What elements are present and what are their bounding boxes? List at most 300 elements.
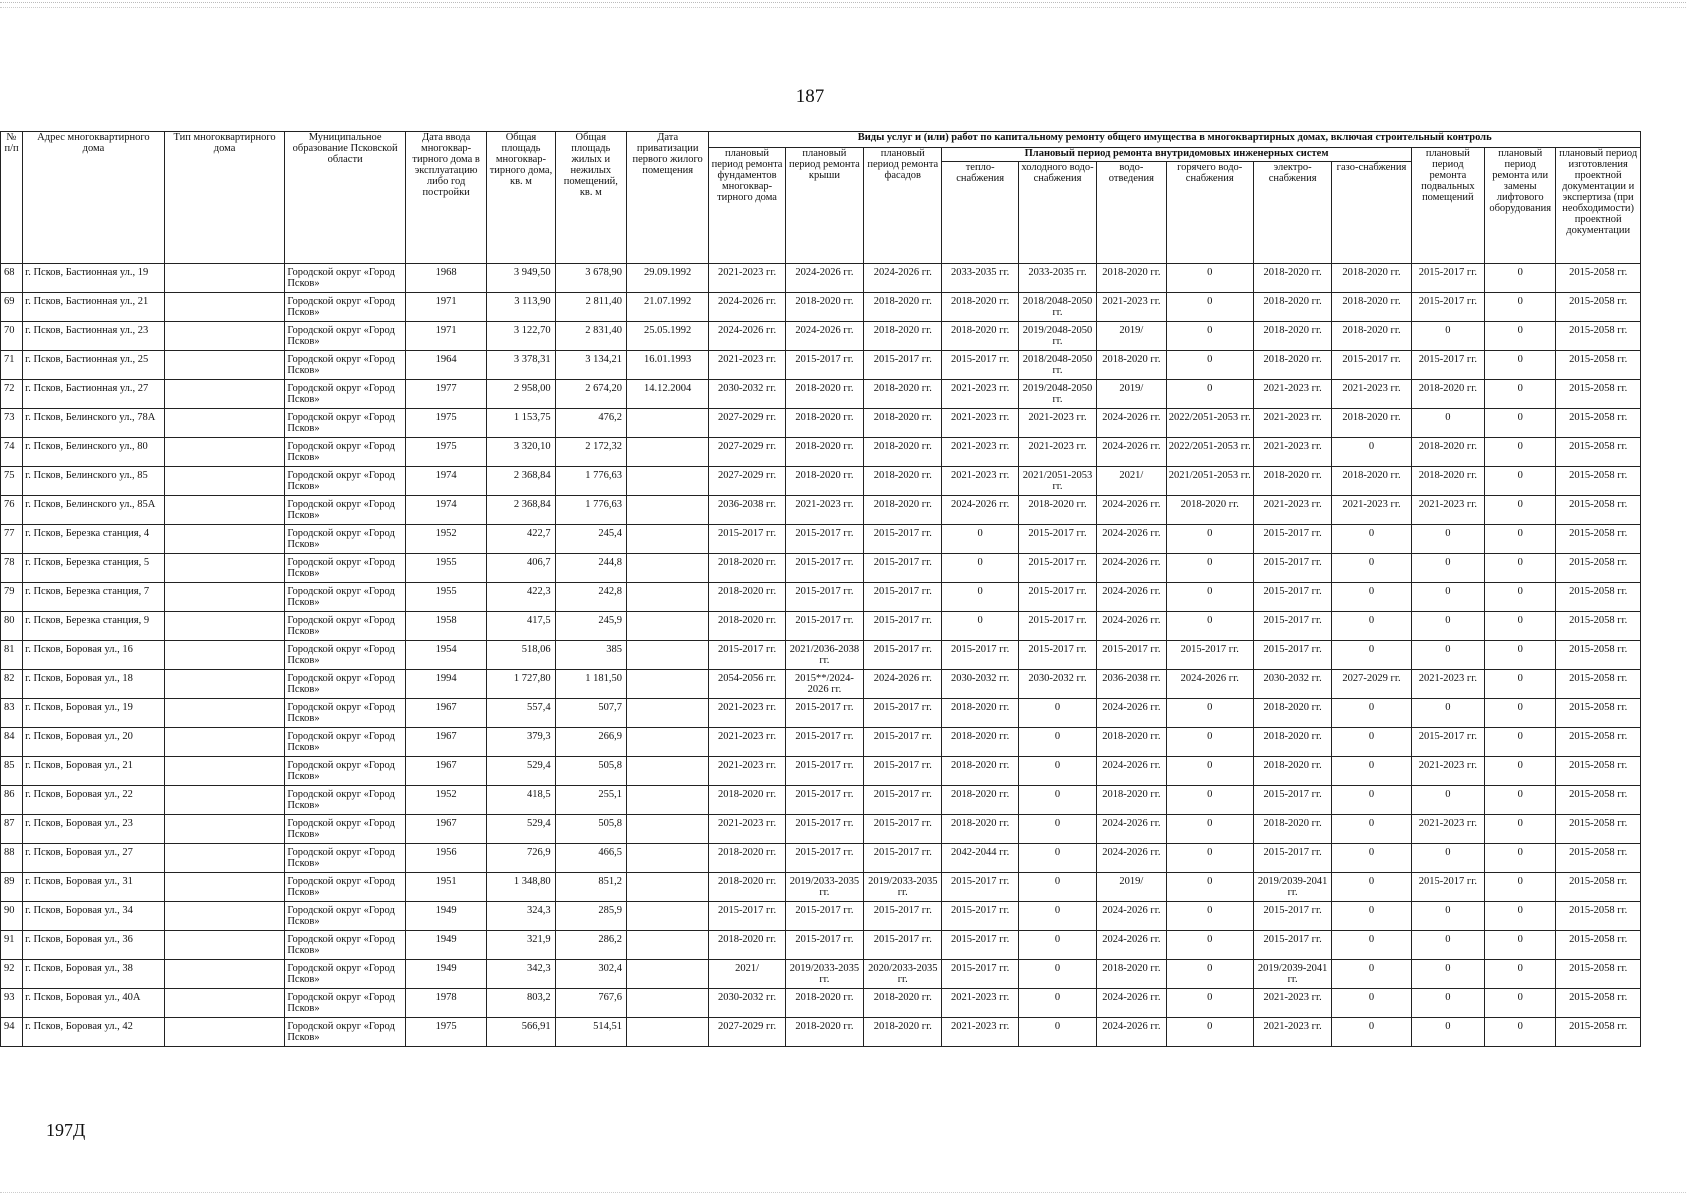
header-living-area: Общая площадь жилых и нежилых помещений, кв. м — [555, 132, 626, 264]
cell-address: г. Псков, Березка станция, 4 — [23, 525, 165, 554]
cell-docs: 2015-2058 гг. — [1556, 496, 1641, 525]
cell-drainage: 2024-2026 гг. — [1097, 931, 1166, 960]
table-row — [1, 757, 1641, 786]
header-privatization-date: Дата приватизации первого жилого помещения — [626, 132, 708, 264]
table-body — [1, 264, 1641, 1047]
cell-no: 88 — [1, 844, 23, 873]
cell-electric: 2015-2017 гг. — [1253, 554, 1331, 583]
cell-address: г. Псков, Белинского ул., 80 — [23, 438, 165, 467]
cell-year: 1967 — [405, 815, 486, 844]
cell-elevator: 0 — [1485, 409, 1556, 438]
cell-hot-water: 0 — [1166, 351, 1253, 380]
cell-cold-water: 2018-2020 гг. — [1018, 496, 1096, 525]
cell-privatization: 25.05.1992 — [626, 322, 708, 351]
cell-living-area: 385 — [555, 641, 626, 670]
cell-total-area: 726,9 — [487, 844, 555, 873]
cell-electric: 2018-2020 гг. — [1253, 699, 1331, 728]
cell-type — [164, 467, 285, 496]
footer-code: 197Д — [46, 1120, 86, 1140]
cell-facade: 2015-2017 гг. — [864, 583, 942, 612]
header-heat: тепло-снабжения — [942, 162, 1018, 264]
cell-roof: 2015-2017 гг. — [785, 554, 863, 583]
cell-basement: 0 — [1411, 902, 1484, 931]
cell-hot-water: 0 — [1166, 699, 1253, 728]
cell-electric: 2015-2017 гг. — [1253, 612, 1331, 641]
cell-elevator: 0 — [1485, 554, 1556, 583]
cell-hot-water: 0 — [1166, 264, 1253, 293]
cell-roof: 2015-2017 гг. — [785, 757, 863, 786]
table-row — [1, 525, 1641, 554]
cell-no: 74 — [1, 438, 23, 467]
cell-heat: 2015-2017 гг. — [942, 960, 1018, 989]
cell-privatization: 29.09.1992 — [626, 264, 708, 293]
cell-cold-water: 2021/2051-2053 гг. — [1018, 467, 1096, 496]
cell-address: г. Псков, Белинского ул., 85 — [23, 467, 165, 496]
cell-roof: 2021/2036-2038 гг. — [785, 641, 863, 670]
header-type: Тип многоквартирного дома — [164, 132, 285, 264]
header-works-group: Виды услуг и (или) работ по капитальному ремонту общего имущества в многоквартирных домах, включая строительный контроль — [709, 132, 1641, 148]
cell-electric: 2018-2020 гг. — [1253, 264, 1331, 293]
cell-no: 79 — [1, 583, 23, 612]
cell-electric: 2019/2039-2041 гг. — [1253, 960, 1331, 989]
header-commission-year: Дата ввода многоквар-тирного дома в эксплуатацию либо год постройки — [405, 132, 486, 264]
cell-year: 1952 — [405, 525, 486, 554]
cell-heat: 0 — [942, 612, 1018, 641]
cell-living-area: 1 181,50 — [555, 670, 626, 699]
cell-hot-water: 0 — [1166, 786, 1253, 815]
cell-roof: 2018-2020 гг. — [785, 380, 863, 409]
cell-cold-water: 2015-2017 гг. — [1018, 612, 1096, 641]
cell-cold-water: 0 — [1018, 844, 1096, 873]
cell-municipality: Городской округ «Город Псков» — [285, 815, 406, 844]
cell-type — [164, 989, 285, 1018]
table-row — [1, 931, 1641, 960]
cell-hot-water: 0 — [1166, 293, 1253, 322]
cell-drainage: 2024-2026 гг. — [1097, 757, 1166, 786]
cell-elevator: 0 — [1485, 960, 1556, 989]
cell-gas: 0 — [1332, 844, 1411, 873]
cell-drainage: 2018-2020 гг. — [1097, 960, 1166, 989]
cell-gas: 0 — [1332, 989, 1411, 1018]
cell-privatization — [626, 989, 708, 1018]
cell-total-area: 1 153,75 — [487, 409, 555, 438]
cell-municipality: Городской округ «Город Псков» — [285, 525, 406, 554]
header-cold-water: холодного водо-снабжения — [1018, 162, 1096, 264]
cell-type — [164, 612, 285, 641]
cell-heat: 2015-2017 гг. — [942, 931, 1018, 960]
cell-municipality: Городской округ «Город Псков» — [285, 699, 406, 728]
cell-drainage: 2018-2020 гг. — [1097, 786, 1166, 815]
cell-electric: 2015-2017 гг. — [1253, 525, 1331, 554]
cell-no: 77 — [1, 525, 23, 554]
cell-facade: 2020/2033-2035 гг. — [864, 960, 942, 989]
cell-facade: 2018-2020 гг. — [864, 409, 942, 438]
cell-no: 76 — [1, 496, 23, 525]
cell-total-area: 3 378,31 — [487, 351, 555, 380]
cell-elevator: 0 — [1485, 467, 1556, 496]
cell-municipality: Городской округ «Город Псков» — [285, 409, 406, 438]
cell-address: г. Псков, Бастионная ул., 27 — [23, 380, 165, 409]
cell-elevator: 0 — [1485, 670, 1556, 699]
cell-facade: 2018-2020 гг. — [864, 380, 942, 409]
cell-heat: 2021-2023 гг. — [942, 467, 1018, 496]
cell-no: 78 — [1, 554, 23, 583]
cell-total-area: 3 122,70 — [487, 322, 555, 351]
cell-year: 1971 — [405, 322, 486, 351]
cell-year: 1977 — [405, 380, 486, 409]
cell-no: 68 — [1, 264, 23, 293]
cell-roof: 2018-2020 гг. — [785, 467, 863, 496]
cell-privatization — [626, 728, 708, 757]
cell-year: 1974 — [405, 496, 486, 525]
cell-elevator: 0 — [1485, 583, 1556, 612]
cell-municipality: Городской округ «Город Псков» — [285, 960, 406, 989]
cell-roof: 2019/2033-2035 гг. — [785, 873, 863, 902]
cell-drainage: 2018-2020 гг. — [1097, 351, 1166, 380]
cell-basement: 0 — [1411, 583, 1484, 612]
cell-living-area: 2 172,32 — [555, 438, 626, 467]
cell-type — [164, 554, 285, 583]
cell-heat: 2021-2023 гг. — [942, 438, 1018, 467]
header-row-1 — [1, 132, 1641, 148]
cell-type — [164, 583, 285, 612]
cell-municipality: Городской округ «Город Псков» — [285, 844, 406, 873]
cell-year: 1949 — [405, 931, 486, 960]
cell-foundation: 2015-2017 гг. — [709, 525, 785, 554]
table-row — [1, 380, 1641, 409]
table-row — [1, 786, 1641, 815]
cell-foundation: 2027-2029 гг. — [709, 1018, 785, 1047]
cell-electric: 2015-2017 гг. — [1253, 786, 1331, 815]
scan-top-edge — [0, 2, 1686, 8]
cell-no: 90 — [1, 902, 23, 931]
cell-facade: 2015-2017 гг. — [864, 351, 942, 380]
cell-cold-water: 2015-2017 гг. — [1018, 641, 1096, 670]
capital-repair-table — [0, 131, 1641, 1047]
cell-roof: 2018-2020 гг. — [785, 1018, 863, 1047]
cell-docs: 2015-2058 гг. — [1556, 554, 1641, 583]
cell-heat: 2015-2017 гг. — [942, 873, 1018, 902]
cell-elevator: 0 — [1485, 757, 1556, 786]
cell-cold-water: 0 — [1018, 931, 1096, 960]
cell-privatization — [626, 757, 708, 786]
table-row — [1, 960, 1641, 989]
cell-foundation: 2021-2023 гг. — [709, 728, 785, 757]
cell-elevator: 0 — [1485, 496, 1556, 525]
cell-address: г. Псков, Боровая ул., 31 — [23, 873, 165, 902]
header-basement: плановый период ремонта подвальных помещений — [1411, 148, 1484, 264]
cell-docs: 2015-2058 гг. — [1556, 931, 1641, 960]
cell-facade: 2018-2020 гг. — [864, 467, 942, 496]
cell-roof: 2015-2017 гг. — [785, 728, 863, 757]
cell-elevator: 0 — [1485, 699, 1556, 728]
table-row — [1, 409, 1641, 438]
table-row — [1, 293, 1641, 322]
cell-facade: 2015-2017 гг. — [864, 728, 942, 757]
cell-heat: 2042-2044 гг. — [942, 844, 1018, 873]
cell-year: 1975 — [405, 438, 486, 467]
cell-facade: 2018-2020 гг. — [864, 438, 942, 467]
cell-basement: 2018-2020 гг. — [1411, 438, 1484, 467]
cell-docs: 2015-2058 гг. — [1556, 322, 1641, 351]
cell-cold-water: 0 — [1018, 728, 1096, 757]
cell-privatization — [626, 583, 708, 612]
cell-year: 1978 — [405, 989, 486, 1018]
table-row — [1, 699, 1641, 728]
cell-no: 70 — [1, 322, 23, 351]
cell-cold-water: 0 — [1018, 699, 1096, 728]
cell-foundation: 2021-2023 гг. — [709, 351, 785, 380]
cell-drainage: 2024-2026 гг. — [1097, 989, 1166, 1018]
cell-gas: 0 — [1332, 902, 1411, 931]
cell-no: 72 — [1, 380, 23, 409]
cell-electric: 2018-2020 гг. — [1253, 728, 1331, 757]
cell-electric: 2019/2039-2041 гг. — [1253, 873, 1331, 902]
cell-living-area: 514,51 — [555, 1018, 626, 1047]
cell-facade: 2015-2017 гг. — [864, 786, 942, 815]
cell-roof: 2015-2017 гг. — [785, 612, 863, 641]
cell-address: г. Псков, Боровая ул., 40А — [23, 989, 165, 1018]
cell-total-area: 422,7 — [487, 525, 555, 554]
cell-type — [164, 844, 285, 873]
cell-elevator: 0 — [1485, 815, 1556, 844]
table-row — [1, 844, 1641, 873]
cell-electric: 2015-2017 гг. — [1253, 844, 1331, 873]
cell-drainage: 2019/ — [1097, 873, 1166, 902]
table-row — [1, 554, 1641, 583]
cell-privatization: 14.12.2004 — [626, 380, 708, 409]
cell-total-area: 518,06 — [487, 641, 555, 670]
cell-foundation: 2036-2038 гг. — [709, 496, 785, 525]
cell-no: 73 — [1, 409, 23, 438]
cell-foundation: 2021-2023 гг. — [709, 757, 785, 786]
cell-facade: 2018-2020 гг. — [864, 496, 942, 525]
cell-municipality: Городской округ «Город Псков» — [285, 351, 406, 380]
table-row — [1, 902, 1641, 931]
cell-docs: 2015-2058 гг. — [1556, 380, 1641, 409]
cell-type — [164, 496, 285, 525]
cell-address: г. Псков, Боровая ул., 19 — [23, 699, 165, 728]
cell-drainage: 2024-2026 гг. — [1097, 525, 1166, 554]
cell-hot-water: 2022/2051-2053 гг. — [1166, 438, 1253, 467]
cell-docs: 2015-2058 гг. — [1556, 409, 1641, 438]
cell-type — [164, 351, 285, 380]
cell-total-area: 418,5 — [487, 786, 555, 815]
cell-address: г. Псков, Боровая ул., 21 — [23, 757, 165, 786]
cell-hot-water: 2022/2051-2053 гг. — [1166, 409, 1253, 438]
cell-privatization — [626, 873, 708, 902]
cell-type — [164, 873, 285, 902]
cell-total-area: 1 348,80 — [487, 873, 555, 902]
cell-roof: 2015-2017 гг. — [785, 844, 863, 873]
cell-living-area: 3 134,21 — [555, 351, 626, 380]
cell-hot-water: 0 — [1166, 757, 1253, 786]
cell-address: г. Псков, Березка станция, 7 — [23, 583, 165, 612]
cell-heat: 2018-2020 гг. — [942, 322, 1018, 351]
cell-gas: 2018-2020 гг. — [1332, 322, 1411, 351]
cell-total-area: 1 727,80 — [487, 670, 555, 699]
cell-no: 91 — [1, 931, 23, 960]
cell-electric: 2015-2017 гг. — [1253, 641, 1331, 670]
cell-gas: 2018-2020 гг. — [1332, 264, 1411, 293]
cell-gas: 0 — [1332, 786, 1411, 815]
cell-drainage: 2019/ — [1097, 322, 1166, 351]
cell-living-area: 505,8 — [555, 757, 626, 786]
cell-gas: 0 — [1332, 873, 1411, 902]
cell-living-area: 3 678,90 — [555, 264, 626, 293]
cell-type — [164, 525, 285, 554]
cell-gas: 2015-2017 гг. — [1332, 351, 1411, 380]
cell-living-area: 266,9 — [555, 728, 626, 757]
cell-type — [164, 670, 285, 699]
cell-year: 1954 — [405, 641, 486, 670]
cell-year: 1975 — [405, 1018, 486, 1047]
cell-municipality: Городской округ «Город Псков» — [285, 989, 406, 1018]
cell-total-area: 803,2 — [487, 989, 555, 1018]
cell-cold-water: 0 — [1018, 989, 1096, 1018]
cell-foundation: 2018-2020 гг. — [709, 612, 785, 641]
cell-total-area: 324,3 — [487, 902, 555, 931]
cell-municipality: Городской округ «Город Псков» — [285, 380, 406, 409]
cell-roof: 2018-2020 гг. — [785, 409, 863, 438]
cell-heat: 2021-2023 гг. — [942, 380, 1018, 409]
cell-facade: 2018-2020 гг. — [864, 1018, 942, 1047]
cell-foundation: 2018-2020 гг. — [709, 583, 785, 612]
cell-docs: 2015-2058 гг. — [1556, 786, 1641, 815]
table-row — [1, 467, 1641, 496]
cell-basement: 2021-2023 гг. — [1411, 670, 1484, 699]
cell-roof: 2015-2017 гг. — [785, 699, 863, 728]
cell-heat: 2030-2032 гг. — [942, 670, 1018, 699]
cell-privatization — [626, 525, 708, 554]
cell-docs: 2015-2058 гг. — [1556, 670, 1641, 699]
cell-living-area: 2 831,40 — [555, 322, 626, 351]
cell-privatization — [626, 409, 708, 438]
cell-foundation: 2018-2020 гг. — [709, 931, 785, 960]
cell-municipality: Городской округ «Город Псков» — [285, 264, 406, 293]
header-drainage: водо-отведения — [1097, 162, 1166, 264]
cell-elevator: 0 — [1485, 525, 1556, 554]
cell-docs: 2015-2058 гг. — [1556, 989, 1641, 1018]
cell-living-area: 851,2 — [555, 873, 626, 902]
cell-type — [164, 902, 285, 931]
cell-municipality: Городской округ «Город Псков» — [285, 728, 406, 757]
cell-roof: 2015-2017 гг. — [785, 351, 863, 380]
cell-total-area: 557,4 — [487, 699, 555, 728]
cell-basement: 2018-2020 гг. — [1411, 467, 1484, 496]
cell-roof: 2021-2023 гг. — [785, 496, 863, 525]
cell-living-area: 255,1 — [555, 786, 626, 815]
cell-address: г. Псков, Березка станция, 9 — [23, 612, 165, 641]
cell-facade: 2024-2026 гг. — [864, 264, 942, 293]
cell-gas: 0 — [1332, 960, 1411, 989]
cell-total-area: 321,9 — [487, 931, 555, 960]
cell-address: г. Псков, Березка станция, 5 — [23, 554, 165, 583]
cell-year: 1967 — [405, 699, 486, 728]
cell-electric: 2030-2032 гг. — [1253, 670, 1331, 699]
header-municipality: Муниципальное образование Псковской области — [285, 132, 406, 264]
cell-municipality: Городской округ «Город Псков» — [285, 467, 406, 496]
cell-elevator: 0 — [1485, 264, 1556, 293]
cell-basement: 0 — [1411, 525, 1484, 554]
cell-type — [164, 322, 285, 351]
header-foundation: плановый период ремонта фундаментов многоквар-тирного дома — [709, 148, 785, 264]
cell-address: г. Псков, Белинского ул., 78А — [23, 409, 165, 438]
cell-address: г. Псков, Боровая ул., 23 — [23, 815, 165, 844]
cell-total-area: 342,3 — [487, 960, 555, 989]
cell-gas: 2021-2023 гг. — [1332, 380, 1411, 409]
cell-docs: 2015-2058 гг. — [1556, 641, 1641, 670]
cell-total-area: 566,91 — [487, 1018, 555, 1047]
cell-elevator: 0 — [1485, 902, 1556, 931]
cell-drainage: 2024-2026 гг. — [1097, 496, 1166, 525]
cell-cold-water: 0 — [1018, 902, 1096, 931]
cell-privatization — [626, 786, 708, 815]
cell-docs: 2015-2058 гг. — [1556, 699, 1641, 728]
cell-no: 85 — [1, 757, 23, 786]
cell-foundation: 2024-2026 гг. — [709, 322, 785, 351]
cell-cold-water: 2018/2048-2050 гг. — [1018, 293, 1096, 322]
cell-cold-water: 0 — [1018, 1018, 1096, 1047]
cell-electric: 2021-2023 гг. — [1253, 989, 1331, 1018]
cell-foundation: 2054-2056 гг. — [709, 670, 785, 699]
cell-living-area: 2 674,20 — [555, 380, 626, 409]
cell-heat: 0 — [942, 525, 1018, 554]
cell-docs: 2015-2058 гг. — [1556, 351, 1641, 380]
cell-gas: 0 — [1332, 612, 1411, 641]
cell-docs: 2015-2058 гг. — [1556, 844, 1641, 873]
cell-drainage: 2024-2026 гг. — [1097, 815, 1166, 844]
cell-type — [164, 438, 285, 467]
cell-privatization — [626, 554, 708, 583]
cell-type — [164, 815, 285, 844]
cell-facade: 2015-2017 гг. — [864, 757, 942, 786]
cell-type — [164, 960, 285, 989]
cell-docs: 2015-2058 гг. — [1556, 902, 1641, 931]
cell-living-area: 242,8 — [555, 583, 626, 612]
cell-gas: 0 — [1332, 757, 1411, 786]
cell-privatization — [626, 670, 708, 699]
cell-elevator: 0 — [1485, 873, 1556, 902]
table-row — [1, 583, 1641, 612]
cell-foundation: 2021-2023 гг. — [709, 264, 785, 293]
cell-address: г. Псков, Боровая ул., 22 — [23, 786, 165, 815]
cell-living-area: 505,8 — [555, 815, 626, 844]
cell-type — [164, 786, 285, 815]
cell-cold-water: 0 — [1018, 786, 1096, 815]
cell-hot-water: 0 — [1166, 612, 1253, 641]
cell-total-area: 3 113,90 — [487, 293, 555, 322]
cell-basement: 0 — [1411, 641, 1484, 670]
cell-year: 1949 — [405, 960, 486, 989]
cell-heat: 2018-2020 гг. — [942, 815, 1018, 844]
cell-hot-water: 0 — [1166, 931, 1253, 960]
cell-electric: 2021-2023 гг. — [1253, 409, 1331, 438]
cell-heat: 2015-2017 гг. — [942, 351, 1018, 380]
cell-year: 1971 — [405, 293, 486, 322]
cell-facade: 2018-2020 гг. — [864, 293, 942, 322]
cell-hot-water: 0 — [1166, 728, 1253, 757]
cell-docs: 2015-2058 гг. — [1556, 467, 1641, 496]
cell-address: г. Псков, Боровая ул., 18 — [23, 670, 165, 699]
cell-gas: 0 — [1332, 728, 1411, 757]
cell-basement: 2018-2020 гг. — [1411, 380, 1484, 409]
cell-docs: 2015-2058 гг. — [1556, 960, 1641, 989]
cell-electric: 2018-2020 гг. — [1253, 815, 1331, 844]
cell-docs: 2015-2058 гг. — [1556, 873, 1641, 902]
table-row — [1, 989, 1641, 1018]
cell-facade: 2015-2017 гг. — [864, 931, 942, 960]
